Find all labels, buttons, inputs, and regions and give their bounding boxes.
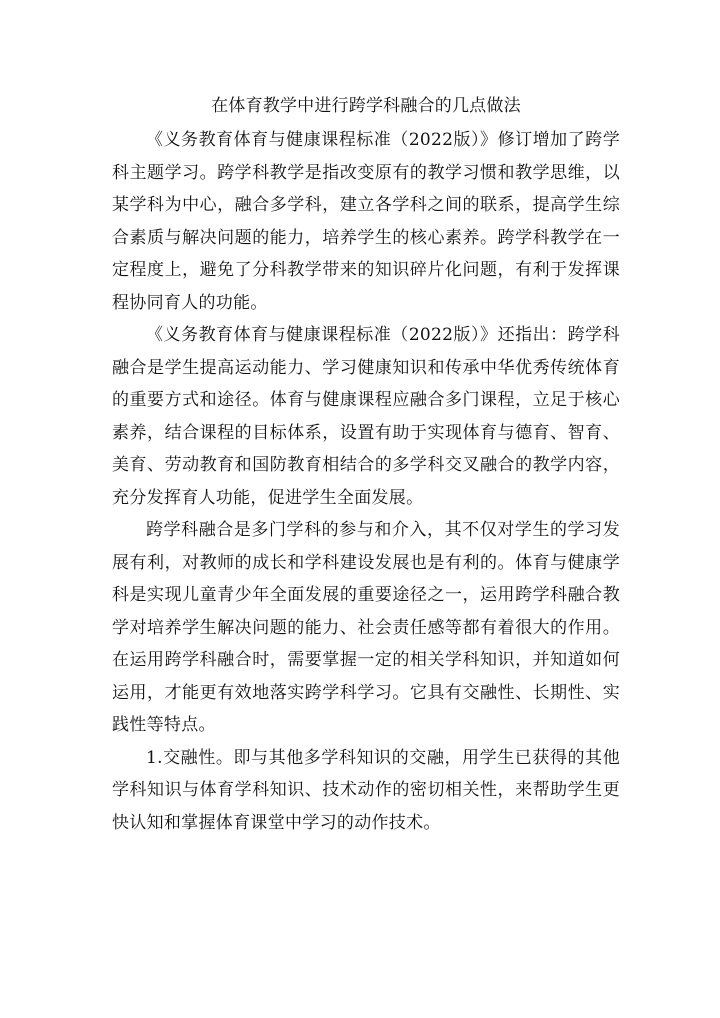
document-page <box>112 88 620 839</box>
paragraph-4: 1.交融性。即与其他多学科知识的交融，用学生已获得的其他学科知识与体育学科知识、技术动作的密切相关性，来帮助学生更快认知和掌握体育课堂中学习的动作技术。 <box>112 747 620 833</box>
document-title: 在体育教学中进行跨学科融合的几点做法 <box>211 96 521 116</box>
paragraph-1: 《义务教育体育与健康课程标准（2022版）》修订增加了跨学科主题学习。跨学科教学是指改变原有的教学习惯和教学思维，以某学科为中心，融合多学科，建立各学科之间的联系，提高学生综合素质与解决问题的能力，培养学生的核心素养。跨学科教学在一定程度上，避免了分科教学带来的知识碎片化问题，有利于发挥课程协同育人的功能。 <box>112 130 620 313</box>
paragraph-3: 跨学科融合是多门学科的参与和介入，其不仅对学生的学习发展有利，对教师的成长和学科建设发展也是有利的。体育与健康学科是实现儿童青少年全面发展的重要途径之一，运用跨学科融合教学对培养学生解决问题的能力、社会责任感等都有着很大的作用。在运用跨学科融合时，需要掌握一定的相关学科知识，并知道如何运用，才能更有效地落实跨学科学习。它具有交融性、长期性、实践性等特点。 <box>112 520 620 735</box>
paragraph-2: 《义务教育体育与健康课程标准（2022版）》还指出：跨学科融合是学生提高运动能力、学习健康知识和传承中华优秀传统体育的重要方式和途径。体育与健康课程应融合多门课程，立足于核心素养，结合课程的目标体系，设置有助于实现体育与德育、智育、美育、劳动教育和国防教育相结合的多学科交叉融合的教学内容，充分发挥育人功能，促进学生全面发展。 <box>112 325 620 508</box>
